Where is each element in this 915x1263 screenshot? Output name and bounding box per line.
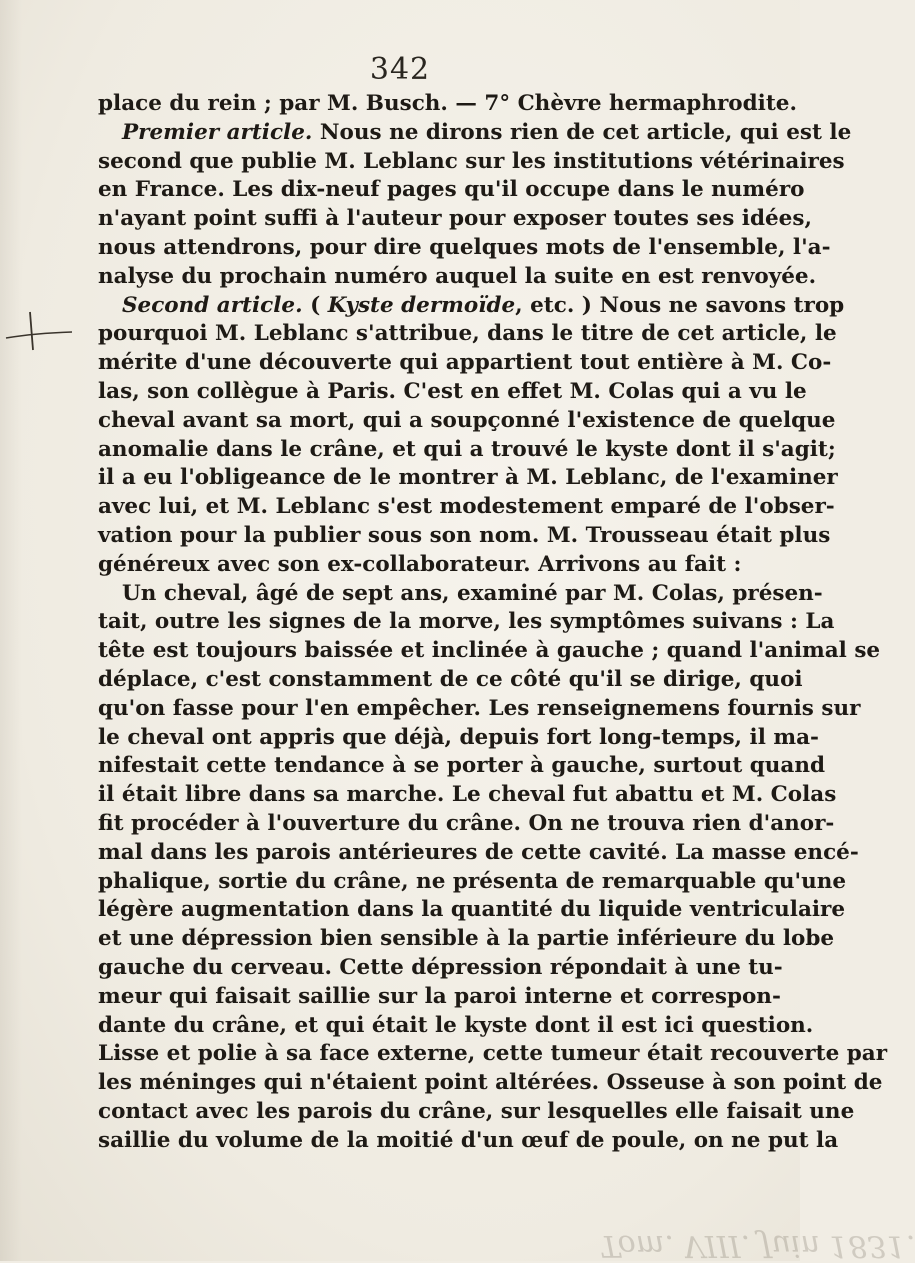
text-run: généreux avec son ex-collaborateur. Arrivons au fait : — [98, 551, 742, 577]
margin-cross-mark-icon — [2, 308, 74, 352]
text-line — [98, 263, 817, 292]
text-line — [98, 205, 812, 234]
italic-text-run: Second article. — [122, 292, 303, 318]
text-run: déplace, c'est constamment de ce côté qu'il se dirige, quoi — [98, 666, 803, 692]
text-run: cheval avant sa mort, qui a soupçonné l'existence de quelque — [98, 407, 836, 433]
text-run: second que publie M. Leblanc sur les institutions vétérinaires — [98, 148, 845, 174]
text-run: nalyse du prochain numéro auquel la suite en est renvoyée. — [98, 263, 817, 289]
page-number: 342 — [369, 52, 431, 87]
text-run: Nous ne dirons rien de cet article, qui est le — [312, 119, 852, 145]
text-line — [98, 1098, 855, 1127]
text-run: les méninges qui n'étaient point altérées. Osseuse à son point de — [98, 1070, 883, 1096]
text-line — [98, 407, 836, 436]
italic-text-run: Kyste dermoïde — [327, 292, 516, 318]
text-line — [98, 234, 831, 263]
text-run: nifestait cette tendance à se porter à gauche, surtout quand — [98, 753, 826, 779]
text-run: fit procéder à l'ouverture du crâne. On ne trouva rien d'anor- — [98, 810, 835, 836]
italic-text-run: Premier article. — [122, 119, 313, 145]
text-line — [98, 90, 797, 119]
text-run: phalique, sortie du crâne, ne présenta de remarquable qu'une — [98, 868, 847, 894]
text-run: saillie du volume de la moitié d'un œuf de poule, on ne put la — [98, 1127, 839, 1153]
text-run: place du rein ; par M. Busch. — 7° Chèvre hermaphrodite. — [98, 91, 797, 116]
text-line — [98, 1127, 839, 1156]
text-line — [98, 349, 832, 378]
text-line — [98, 493, 835, 522]
text-line — [98, 896, 846, 925]
text-run: il a eu l'obligeance de le montrer à M. Leblanc, de l'examiner — [98, 465, 838, 491]
text-run: et une dépression bien sensible à la partie inférieure du lobe — [98, 926, 835, 952]
text-line — [98, 320, 837, 349]
text-run: légère augmentation dans la quantité du liquide ventriculaire — [98, 897, 846, 923]
text-line — [98, 119, 852, 148]
text-line — [98, 868, 847, 897]
text-line — [98, 925, 835, 954]
text-line — [98, 436, 836, 465]
text-run: avec lui, et M. Leblanc s'est modestement emparé de l'obser- — [98, 494, 835, 520]
text-run: vation pour la publier sous son nom. M. Trousseau était plus — [98, 522, 831, 548]
text-run: las, son collègue à Paris. C'est en effet M. Colas qui a vu le — [98, 378, 807, 404]
text-line — [98, 522, 831, 551]
text-line — [98, 551, 754, 580]
bleed-through-footer: Tom. VIII. Juin 1831. — [600, 1228, 915, 1263]
text-run: gauche du cerveau. Cette dépression répondait à une tu- — [98, 954, 783, 980]
body-text — [98, 90, 888, 1155]
text-line — [98, 666, 803, 695]
text-run: , etc. ) Nous ne savons trop — [515, 292, 845, 318]
text-line — [98, 637, 881, 666]
text-run: en France. Les dix-neuf pages qu'il occupe dans le numéro — [98, 177, 805, 203]
text-run: meur qui faisait saillie sur la paroi interne et correspon- — [98, 983, 781, 1009]
text-line — [98, 1040, 888, 1069]
text-line — [98, 695, 861, 724]
text-line — [98, 781, 837, 810]
text-line — [98, 752, 826, 781]
text-run: Lisse et polie à sa face externe, cette tumeur était recouverte par — [98, 1041, 888, 1067]
text-run: nous attendrons, pour dire quelques mots de l'ensemble, l'a- — [98, 234, 831, 260]
text-line — [98, 983, 781, 1012]
text-line — [98, 810, 835, 839]
text-line — [98, 954, 783, 983]
text-line — [98, 580, 823, 609]
text-run: dante du crâne, et qui était le kyste dont il est ici question. — [98, 1012, 814, 1038]
text-run: n'ayant point suffi à l'auteur pour exposer toutes ses idées, — [98, 206, 812, 232]
text-line — [98, 839, 859, 868]
text-line — [98, 378, 807, 407]
text-line — [98, 1012, 814, 1041]
text-line — [98, 292, 845, 321]
text-run: le cheval ont appris que déjà, depuis fort long-temps, il ma- — [98, 724, 819, 750]
text-run: qu'on fasse pour l'en empêcher. Les renseignemens fournis sur — [98, 695, 861, 721]
text-line — [98, 148, 845, 177]
text-run: mérite d'une découverte qui appartient tout entière à M. Co- — [98, 350, 832, 376]
text-run: Un cheval, âgé de sept ans, examiné par M. Colas, présen- — [122, 580, 823, 606]
text-run: il était libre dans sa marche. Le cheval fut abattu et M. Colas — [98, 782, 837, 808]
text-line — [98, 1069, 883, 1098]
text-run: ( — [302, 292, 328, 318]
text-run: contact avec les parois du crâne, sur lesquelles elle faisait une — [98, 1098, 855, 1124]
text-line — [98, 724, 819, 753]
text-line — [98, 176, 805, 205]
text-run: pourquoi M. Leblanc s'attribue, dans le titre de cet article, le — [98, 321, 837, 347]
text-run: tait, outre les signes de la morve, les symptômes suivans : La — [98, 609, 835, 635]
text-run: tête est toujours baissée et inclinée à gauche ; quand l'animal se — [98, 638, 881, 664]
text-line — [98, 608, 835, 637]
text-run: mal dans les parois antérieures de cette cavité. La masse encé- — [98, 839, 859, 865]
text-line — [98, 464, 838, 493]
text-run: anomalie dans le crâne, et qui a trouvé le kyste dont il s'agit; — [98, 436, 836, 462]
